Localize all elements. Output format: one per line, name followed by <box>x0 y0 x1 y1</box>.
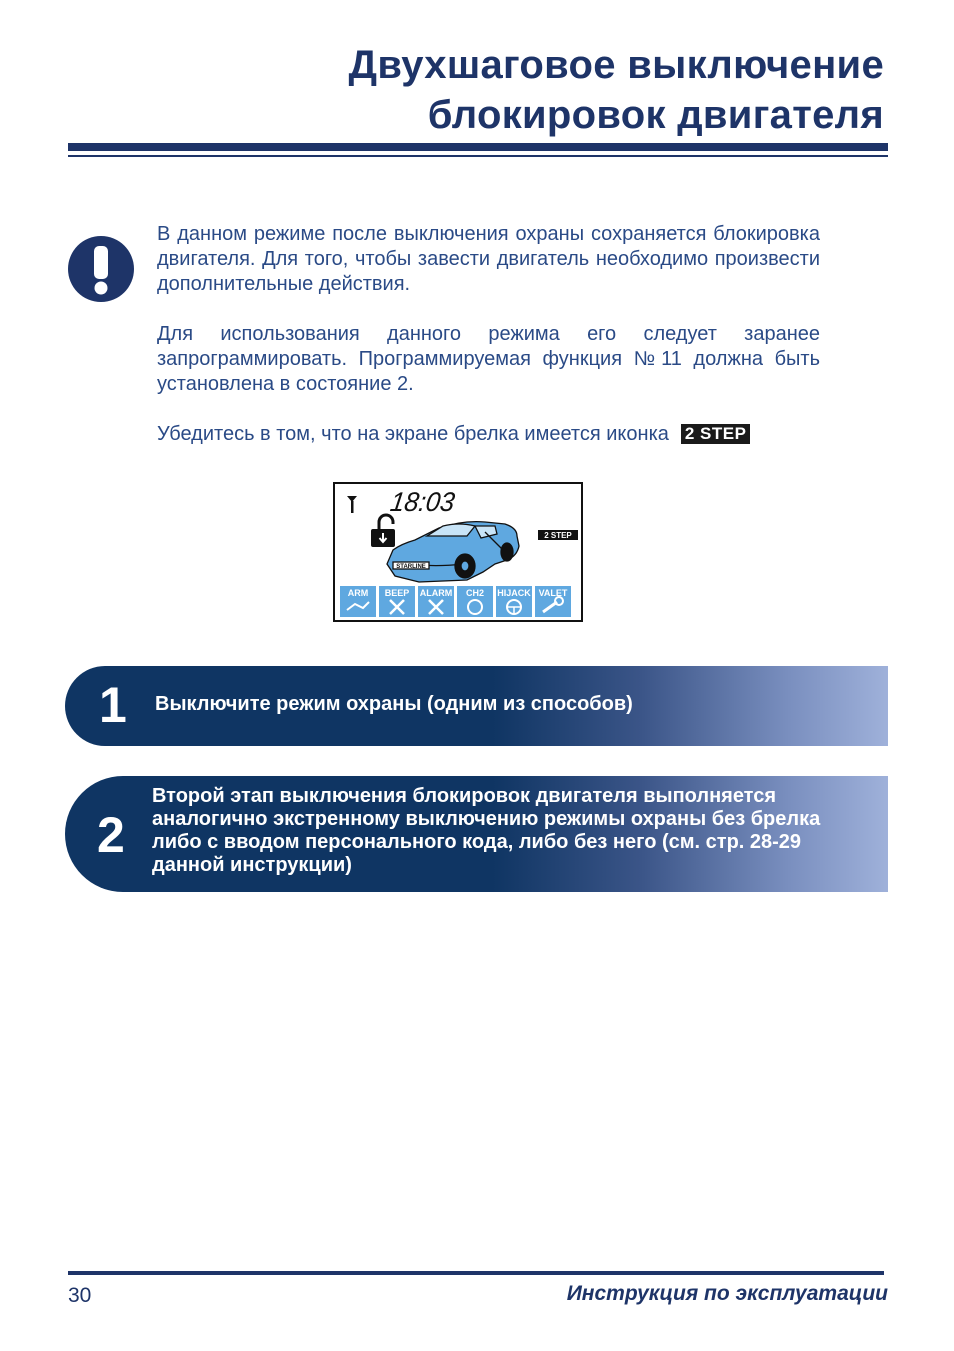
lcd-button-ch2 <box>457 586 493 617</box>
exclamation-icon <box>68 236 134 302</box>
antenna-icon <box>347 496 357 513</box>
lcd-button-ch2-label: CH2 <box>465 588 485 598</box>
lcd-button-hijack <box>496 586 532 617</box>
lcd-button-valet <box>535 586 571 617</box>
intro-paragraph-3-text: Убедитесь в том, что на экране брелка имеется иконка <box>157 423 669 445</box>
step-1-number: 1 <box>99 677 127 733</box>
lcd-time: 18:03 <box>388 486 461 517</box>
footer-rule <box>68 1271 884 1275</box>
page-title-line2: блокировок двигателя <box>427 93 884 137</box>
intro-paragraph-3 <box>157 422 820 447</box>
title-rule <box>68 143 888 151</box>
step-2-band <box>65 776 888 892</box>
lcd-button-valet-label: VALET <box>538 588 568 598</box>
car-license-plate: STARLINE <box>396 564 426 570</box>
step-2-number: 2 <box>97 807 125 863</box>
lcd-two-step-badge: 2 STEP <box>544 531 572 540</box>
lcd-button-alarm <box>418 586 454 617</box>
intro-paragraph-2: Для использования данного режима его следует заранее запрограммировать. Программируемая функция №11 должна быть установлена в состояние 2. <box>157 323 820 395</box>
lcd-screen <box>335 484 581 620</box>
two-step-badge: 2 STEP <box>681 424 751 444</box>
lcd-button-beep <box>379 586 415 617</box>
lcd-button-arm <box>340 586 376 617</box>
lcd-button-arm-label: ARM <box>347 588 369 598</box>
page-number: 30 <box>68 1284 92 1307</box>
title-rule-thin <box>68 155 888 157</box>
footer-title: Инструкция по эксплуатации <box>566 1282 888 1305</box>
step-2-text: Второй этап выключения блокировок двигателя выполняется аналогично экстренному выключению режимы охраны без брелка либо с вводом персонального кода, либо без него (см. стр. 28-29 данной инструкции) <box>152 785 821 876</box>
unlocked-padlock-icon <box>371 515 395 547</box>
step-1-text: Выключите режим охраны (одним из способов) <box>155 693 633 715</box>
page-title <box>349 40 884 140</box>
key-fob-lcd-display <box>333 482 583 622</box>
lcd-button-alarm-label: ALARM <box>419 588 453 598</box>
intro-paragraph-1: В данном режиме после выключения охраны сохраняется блокировка двигателя. Для того, чтобы завести двигатель необходимо произвести дополнительные действия. <box>157 223 820 295</box>
car-icon <box>387 522 519 582</box>
step-1-band <box>65 666 888 746</box>
lcd-button-hijack-label: HIJACK <box>497 588 531 598</box>
lcd-button-beep-label: BEEP <box>384 588 410 598</box>
page-title-line1: Двухшаговое выключение <box>348 43 884 87</box>
